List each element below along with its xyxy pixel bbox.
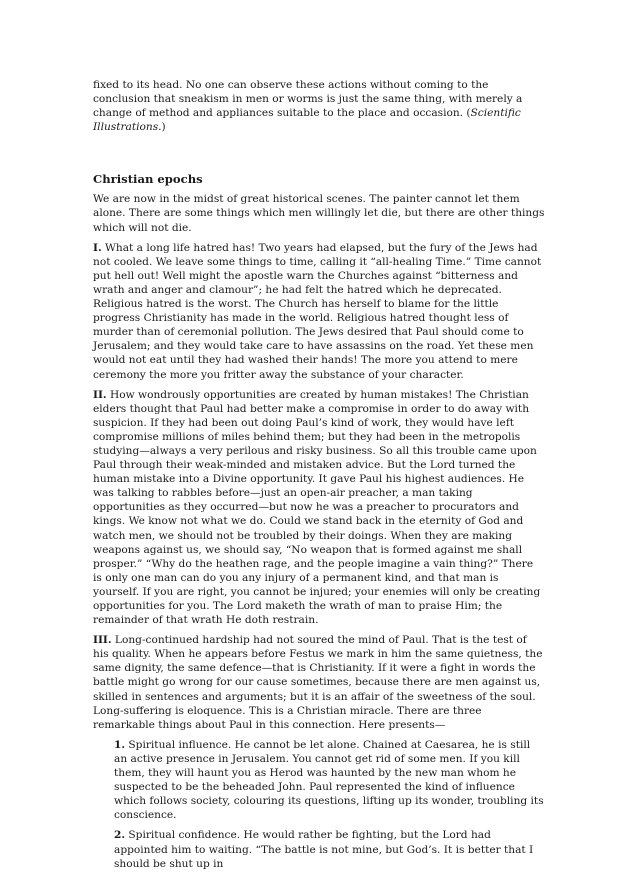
point-paragraph — [93, 241, 545, 382]
subpoint-label: 2. — [114, 829, 126, 842]
section-heading: Christian epochs — [93, 172, 203, 187]
point-text: Long-continued hardship had not soured the mind of Paul. That is the test of his quality. When he appears before Festus we mark in him the same quietness, the same dignity, the same defence—that is Christianity. If it were a fight in words the battle might go wrong for our cause sometimes, because there are men against us, skilled in sentences and arguments; but it is an affair of the sweetness of the soul. Long-suffering is eloquence. This is a Christian miracle. There are three remarkable things about Paul in this connection. Here presents— — [93, 634, 543, 731]
point-paragraph — [93, 388, 545, 628]
document-page — [93, 78, 545, 877]
point-text: What a long life hatred has! Two years had elapsed, but the fury of the Jews had not cooled. We leave some things to time, calling it “all-healing Time.” Time cannot put hell out! Well might the apostle warn the Churches against “bitterness and wrath and anger and clamour”; he had felt the hatred which he deprecated. Religious hatred is the worst. The Church has herself to blame for the little progress Christianity has made in the world. Religious hatred thought less of murder than of ceremonial pollution. The Jews desired that Paul should come to Jerusalem; and they would take care to have assassins on the road. Yet these men would not eat until they had washed their hands! The more you attend to mere ceremony the more you fritter away the substance of your character. — [93, 241, 542, 381]
subpoint-text: Spiritual influence. He cannot be let alone. Chained at Caesarea, he is still an active presence in Jerusalem. You cannot get rid of some men. If you kill them, they will haunt you as Herod was haunted by the new man whom he suspected to be the beheaded John. Paul represented the kind of influence which follows society, colouring its questions, lifting up its wonder, troubling its conscience. — [114, 738, 544, 822]
citation-close: ) — [161, 121, 166, 134]
point-paragraph — [93, 633, 545, 732]
subpoint-paragraph — [114, 828, 545, 870]
subpoint-paragraph — [114, 738, 545, 823]
point-label: III. — [93, 634, 112, 647]
subpoint-label: 1. — [114, 738, 126, 751]
subpoint-text: Spiritual confidence. He would rather be fighting, but the Lord had appointed him to waiting. “The battle is not mine, but God’s. It is better that I should be shut up in — [114, 829, 534, 870]
opening-paragraph: We are now in the midst of great historical scenes. The painter cannot let them alone. There are some things which men willingly let die, but there are other things which will not die. — [93, 193, 545, 234]
point-label: I. — [93, 241, 102, 254]
intro-paragraph — [93, 78, 545, 134]
point-text: How wondrously opportunities are created by human mistakes! The Christian elders thought that Paul had better make a compromise in order to do away with suspicion. If they had been out doing Paul’s kind of work, they would have left compromise millions of miles behind them; but they had been in the metropolis studying—always a very perilous and risky business. So all this trouble came upon Paul through their weak-minded and mistaken advice. But the Lord turned the human mistake into a Divine opportunity. It gave Paul his highest audiences. He was talking to rabbles before—just an open-air preacher, a man taking opportunities as they occurred—but now he was a preacher to procurators and kings. We know not what we do. Could we stand back in the eternity of God and watch men, we should not be troubled by their doings. When they are making weapons against us, we should say, “No weapon that is formed against me shall prosper.” “Why do the heathen rage, and the people imagine a vain thing?” There is only one man can do you any injury of a permanent kind, and that man is yourself. If you are right, you cannot be injured; your enemies will only be creating opportunities for you. The Lord maketh the wrath of man to praise Him; the remainder of that wrath He doth restrain. — [93, 388, 541, 627]
point-label: II. — [93, 388, 107, 401]
intro-text: fixed to its head. No one can observe these actions without coming to the conclusion that sneakism in men or worms is just the same thing, with merely a change of method and appliances suitable to the place and occasion. ( — [93, 79, 523, 120]
citation-source: Scientific Illustrations. — [93, 107, 521, 134]
